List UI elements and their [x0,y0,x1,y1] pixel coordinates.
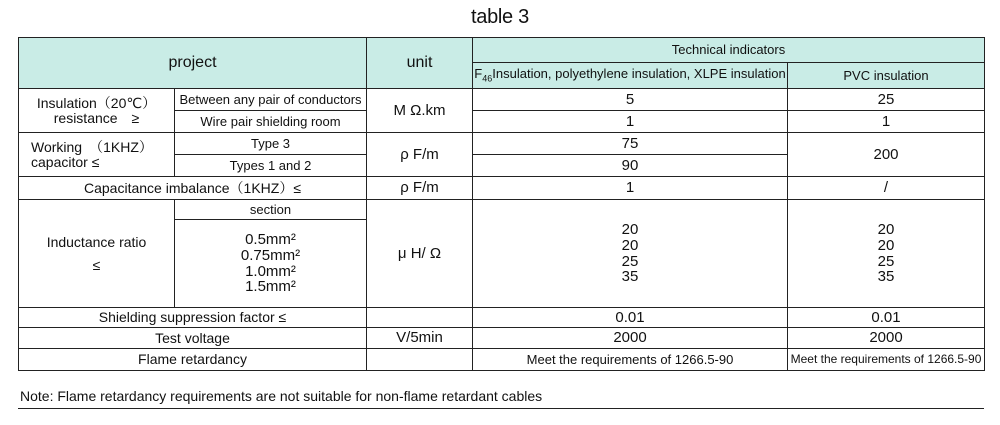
capacitor-unit: ρ F/m [367,133,473,177]
spec-table [18,37,985,371]
inductance-pvc-value: 35 [877,268,895,286]
capacitor-poly-1: 75 [473,133,788,155]
flame-poly: Meet the requirements of 1266.5-90 [473,349,788,371]
imbalance-poly: 1 [473,177,788,200]
table-title: table 3 [471,6,529,28]
test-voltage-poly: 2000 [473,328,788,349]
insulation-label: Insulation（20℃） resistance ≥ [19,89,175,133]
header-unit: unit [367,38,473,89]
insulation-sub-conductors: Between any pair of conductors [175,89,367,111]
imbalance-pvc: / [788,177,985,200]
capacitor-pvc: 200 [788,133,985,177]
inductance-section-header: section [175,200,367,220]
inductance-pvc-values [788,200,985,308]
f46-symbol: $F_{46}$ [474,65,493,84]
inductance-poly-value: 20 [621,236,639,254]
inductance-sections [175,220,367,308]
insulation-unit: M Ω.km [367,89,473,133]
header-pvc-column: PVC insulation [788,63,985,89]
inductance-pvc-value: 20 [877,221,895,238]
imbalance-unit: ρ F/m [367,177,473,200]
inductance-section-value: 1.0mm² [245,262,296,280]
imbalance-label: Capacitance imbalance（1KHZ）≤ [19,177,367,200]
header-technical-indicators: Technical indicators [473,38,985,63]
test-voltage-pvc: 2000 [788,328,985,349]
shielding-label: Shielding suppression factor ≤ [19,308,367,328]
flame-pvc: Meet the requirements of 1266.5-90 [788,349,985,371]
inductance-unit: μ H/ Ω [367,200,473,308]
flame-label: Flame retardancy [19,349,367,371]
test-voltage-label: Test voltage [19,328,367,349]
insulation-pvc-2: 1 [788,111,985,133]
inductance-poly-value: 25 [621,252,639,270]
table-note: Note: Flame retardancy requirements are not suitable for non-flame retardant cables [20,388,543,404]
shielding-poly: 0.01 [473,308,788,328]
insulation-poly-1: 5 [473,89,788,111]
shielding-unit [367,308,473,328]
insulation-sub-shielding: Wire pair shielding room [175,111,367,133]
inductance-label: Inductance ratio ≤ [19,200,175,308]
shielding-pvc: 0.01 [788,308,985,328]
capacitor-label: Working （1KHZ） capacitor ≤ [19,133,175,177]
insulation-poly-2: 1 [473,111,788,133]
inductance-section-value: 0.75mm² [240,246,301,264]
flame-unit [367,349,473,371]
inductance-pvc-value: 25 [877,252,895,270]
capacitor-sub-type3: Type 3 [175,133,367,155]
header-project: project [19,38,367,89]
capacitor-sub-types12: Types 1 and 2 [175,155,367,177]
inductance-pvc-value: 20 [877,236,895,254]
inductance-poly-value: 35 [621,268,639,286]
inductance-section-value: 1.5mm² [245,278,296,296]
insulation-pvc-1: 25 [788,89,985,111]
capacitor-poly-2: 90 [473,155,788,177]
test-voltage-unit: V/5min [367,328,473,349]
inductance-poly-values [473,200,788,308]
inductance-poly-value: 20 [621,221,639,238]
note-divider [18,408,984,409]
inductance-section-value: 0.5mm² [245,231,296,248]
header-poly-column: $F_{46}Insulation$, polyethylene insulation, XLPE insulation [473,63,788,89]
